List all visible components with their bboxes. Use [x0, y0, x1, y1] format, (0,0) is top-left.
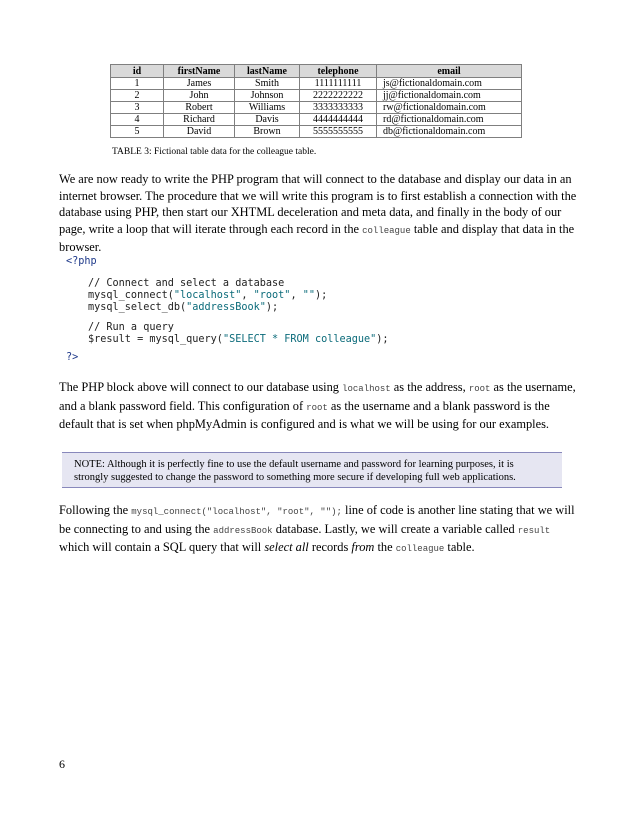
table-row	[111, 78, 522, 90]
inline-code: result	[517, 525, 551, 536]
table-cell: Johnson	[235, 90, 300, 102]
table-cell: db@fictionaldomain.com	[377, 126, 522, 138]
paragraph-following: Following the mysql_connect("localhost", "root", ""); line of code is another line stating that we will be connecting to and using the addressBook database. Lastly, we will create a variable called result which will contain a SQL query that will select all records from the colleague table.	[59, 503, 575, 554]
table-cell: Brown	[235, 126, 300, 138]
table-caption: TABLE 3: Fictional table data for the colleague table.	[112, 147, 317, 157]
table-row	[111, 90, 522, 102]
php-open-tag: <?php	[66, 256, 97, 267]
table-cell: 1111111111	[300, 78, 377, 90]
code-comment: // Run a query	[88, 322, 174, 333]
table-header-row	[111, 65, 522, 78]
table-cell: 5555555555	[300, 126, 377, 138]
inline-code: colleague	[395, 544, 445, 554]
table-cell: 3	[111, 102, 164, 114]
inline-code: root	[306, 402, 328, 413]
table-cell: 3333333333	[300, 102, 377, 114]
table-cell: David	[164, 126, 235, 138]
table-cell: James	[164, 78, 235, 90]
table-cell: jj@fictionaldomain.com	[377, 90, 522, 102]
colleague-table	[110, 64, 522, 138]
column-header: lastName	[235, 65, 300, 78]
table-cell: Smith	[235, 78, 300, 90]
table-cell: Davis	[235, 114, 300, 126]
table-cell: Richard	[164, 114, 235, 126]
table-cell: rw@fictionaldomain.com	[377, 102, 522, 114]
table-cell: js@fictionaldomain.com	[377, 78, 522, 90]
inline-code: root	[468, 384, 491, 394]
table-cell: 2222222222	[300, 90, 377, 102]
table-row	[111, 102, 522, 114]
code-line-query: $result = mysql_query("SELECT * FROM colleague");	[88, 334, 389, 345]
table-cell: rd@fictionaldomain.com	[377, 114, 522, 126]
table-cell: John	[164, 90, 235, 102]
inline-code: addressBook	[213, 525, 273, 536]
column-header: email	[377, 65, 522, 78]
table-cell: 5	[111, 126, 164, 138]
column-header: telephone	[300, 65, 377, 78]
paragraph-explanation: The PHP block above will connect to our database using localhost as the address, root as the username, and a blank password field. This configuration of root as the username and a blank password is the default that is set when phpMyAdmin is configured and is what we will be using for our examples.	[59, 380, 576, 431]
code-line-select-db: mysql_select_db("addressBook");	[88, 302, 279, 313]
table-cell: 4444444444	[300, 114, 377, 126]
page-number: 6	[59, 757, 65, 771]
code-comment: // Connect and select a database	[88, 278, 285, 289]
note-box	[62, 452, 562, 488]
inline-code: colleague	[362, 225, 411, 236]
inline-code: mysql_connect("localhost", "root", "");	[131, 507, 342, 517]
column-header: id	[111, 65, 164, 78]
column-header: firstName	[164, 65, 235, 78]
table-cell: 1	[111, 78, 164, 90]
code-line-connect: mysql_connect("localhost", "root", "");	[88, 290, 328, 301]
php-close-tag: ?>	[66, 352, 79, 363]
note-text: NOTE: Although it is perfectly fine to use the default username and password for learning purposes, it is strongly suggested to change the password to something more secure if developing full web applications.	[74, 459, 516, 483]
table-cell: 2	[111, 90, 164, 102]
table-cell: Robert	[164, 102, 235, 114]
table-cell: Williams	[235, 102, 300, 114]
inline-code: localhost	[342, 384, 391, 394]
table-cell: 4	[111, 114, 164, 126]
table-row	[111, 114, 522, 126]
paragraph-intro: We are now ready to write the PHP program that will connect to the database and display our data in an internet browser. The procedure that we will write this program is to first establish a connection with the database using PHP, then start our XHTML deceleration and meta data, and finally in the body of our page, write a loop that will iterate through each record in the colleague table and display that data in the browser.	[59, 172, 577, 254]
table-row	[111, 126, 522, 138]
